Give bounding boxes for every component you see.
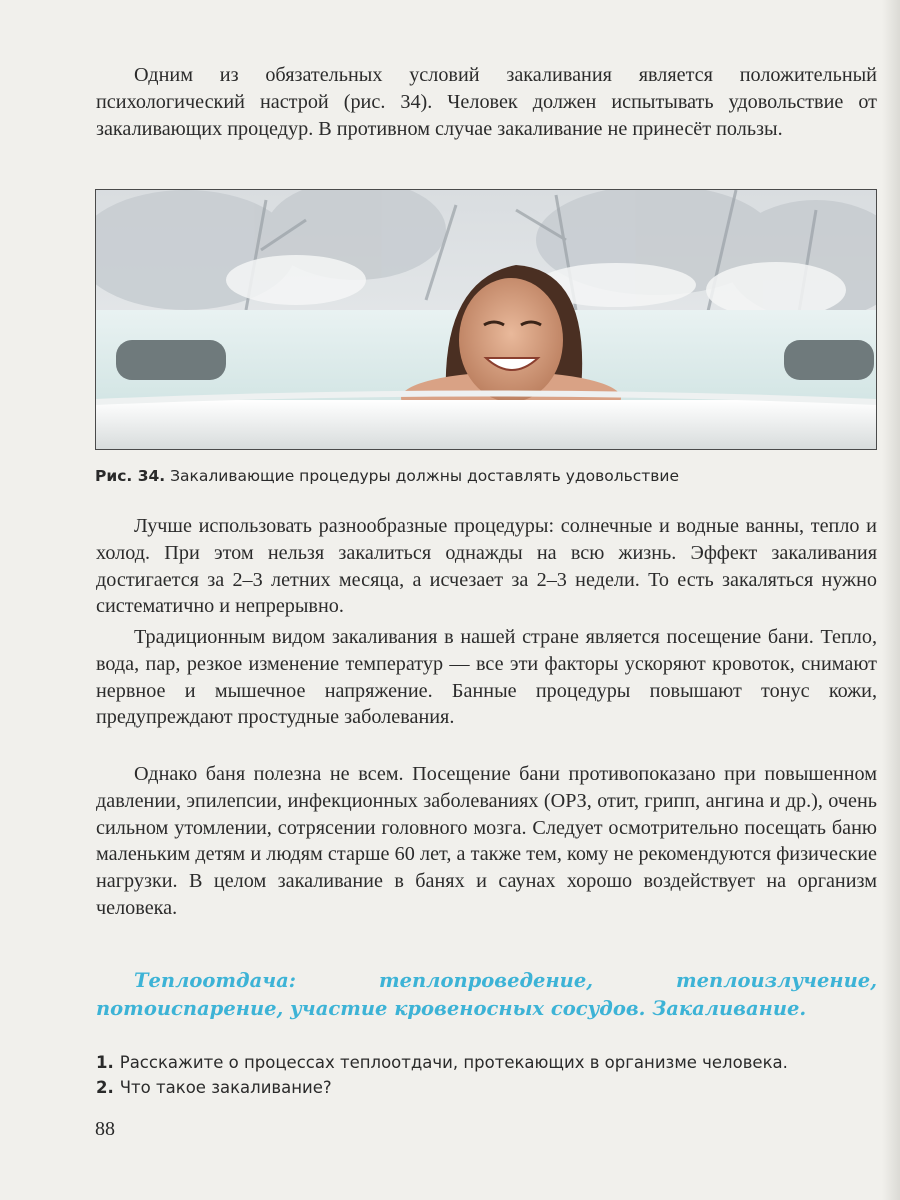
figure-caption <box>95 465 885 487</box>
hot-tub-photo <box>96 190 876 449</box>
figure-caption-text: Закаливающие процедуры должны доставлять удовольствие <box>170 467 680 485</box>
question-item <box>96 1075 886 1100</box>
question-number: 2. <box>96 1078 114 1097</box>
question-text: Что такое закаливание? <box>119 1078 332 1097</box>
question-text: Расскажите о процессах теплоотдачи, протекающих в организме человека. <box>119 1053 788 1072</box>
question-number: 1. <box>96 1053 114 1072</box>
paragraph-3: Традиционным видом закаливания в нашей стране является посещение бани. Тепло, вода, пар, резкое изменение температур — все эти факторы ускоряют кровоток, снимают нервное и мышечное напряжение. Банные процедуры повышают тонус кожи, предупреждают простудные заболевания. <box>96 626 877 729</box>
page-edge-shadow <box>882 0 900 1200</box>
paragraph-4: Однако баня полезна не всем. Посещение бани противопоказано при повышенном давлении, эпилепсии, инфекционных заболеваниях (ОРЗ, отит, грипп, ангина и др.), очень сильном утомлении, сотрясении головного мозга. Следует осмотрительно посещать баню маленьким детям и людям старше 60 лет, а также тем, кому не рекомендуются физические нагрузки. В целом закаливание в банях и саунах хорошо воздействует на организм человека. <box>96 763 877 919</box>
review-questions <box>96 1050 886 1100</box>
figure-photo <box>95 189 877 450</box>
page-number: 88 <box>95 1118 115 1140</box>
question-item <box>96 1050 886 1075</box>
key-terms: Теплоотдача: теплопроведение, теплоизлучение, потоиспарение, участие кровеносных сосудов. Закаливание. <box>96 969 877 1020</box>
paragraph-2: Лучше использовать разнообразные процедуры: солнечные и водные ванны, тепло и холод. При этом нельзя закалиться однажды на всю жизнь. Эффект закаливания достигается за 2–3 летних месяца, а исчезает за 2–3 недели. То есть закаляться нужно систематично и непрерывно. <box>96 515 877 618</box>
figure-label: Рис. 34. <box>95 467 166 485</box>
paragraph-1: Одним из обязательных условий закаливания является положительный психологический настрой (рис. 34). Человек должен испытывать удовольствие от закаливающих процедур. В противном случае закаливание не принесёт пользы. <box>96 64 877 140</box>
